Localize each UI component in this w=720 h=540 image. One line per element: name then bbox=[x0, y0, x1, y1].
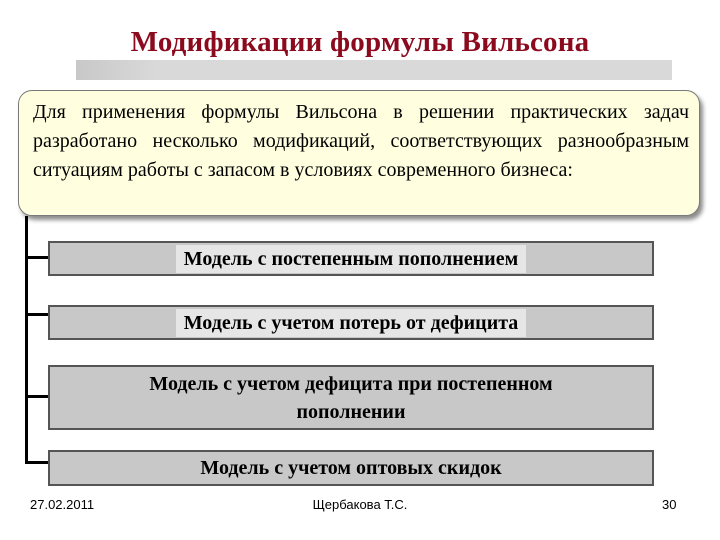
intro-callout bbox=[18, 90, 700, 216]
model-label: Модель с учетом дефицита при постепенном пополнении bbox=[149, 372, 553, 423]
footer-page-number: 30 bbox=[662, 497, 677, 512]
tree-connector-4 bbox=[25, 461, 48, 464]
model-label: Модель с учетом оптовых скидок bbox=[200, 457, 502, 479]
title-underline-accent bbox=[76, 60, 156, 80]
model-box-shortage-losses bbox=[48, 305, 654, 340]
tree-connector-vertical bbox=[25, 216, 28, 464]
tree-connector-1 bbox=[25, 256, 48, 259]
tree-connector-2 bbox=[25, 313, 48, 316]
footer-date: 27.02.2011 bbox=[30, 497, 95, 512]
title-underline-bar bbox=[76, 60, 672, 80]
tree-connector-3 bbox=[25, 395, 48, 398]
model-label: Модель с учетом потерь от дефицита bbox=[176, 309, 527, 337]
model-box-shortage-gradual bbox=[48, 365, 654, 430]
footer-author: Щербакова Т.С. bbox=[312, 497, 408, 512]
model-box-gradual-replenishment bbox=[48, 241, 654, 276]
model-box-wholesale-discounts bbox=[48, 450, 654, 486]
model-label: Модель с постепенным пополнением bbox=[176, 245, 526, 273]
slide-title: Модификации формулы Вильсона bbox=[130, 26, 590, 58]
intro-text: Для применения формулы Вильсона в решении практических задач разработано несколько модификаций, соответствующих разнообразным ситуациям работы с запасом в условиях современного бизнеса: bbox=[33, 101, 689, 181]
